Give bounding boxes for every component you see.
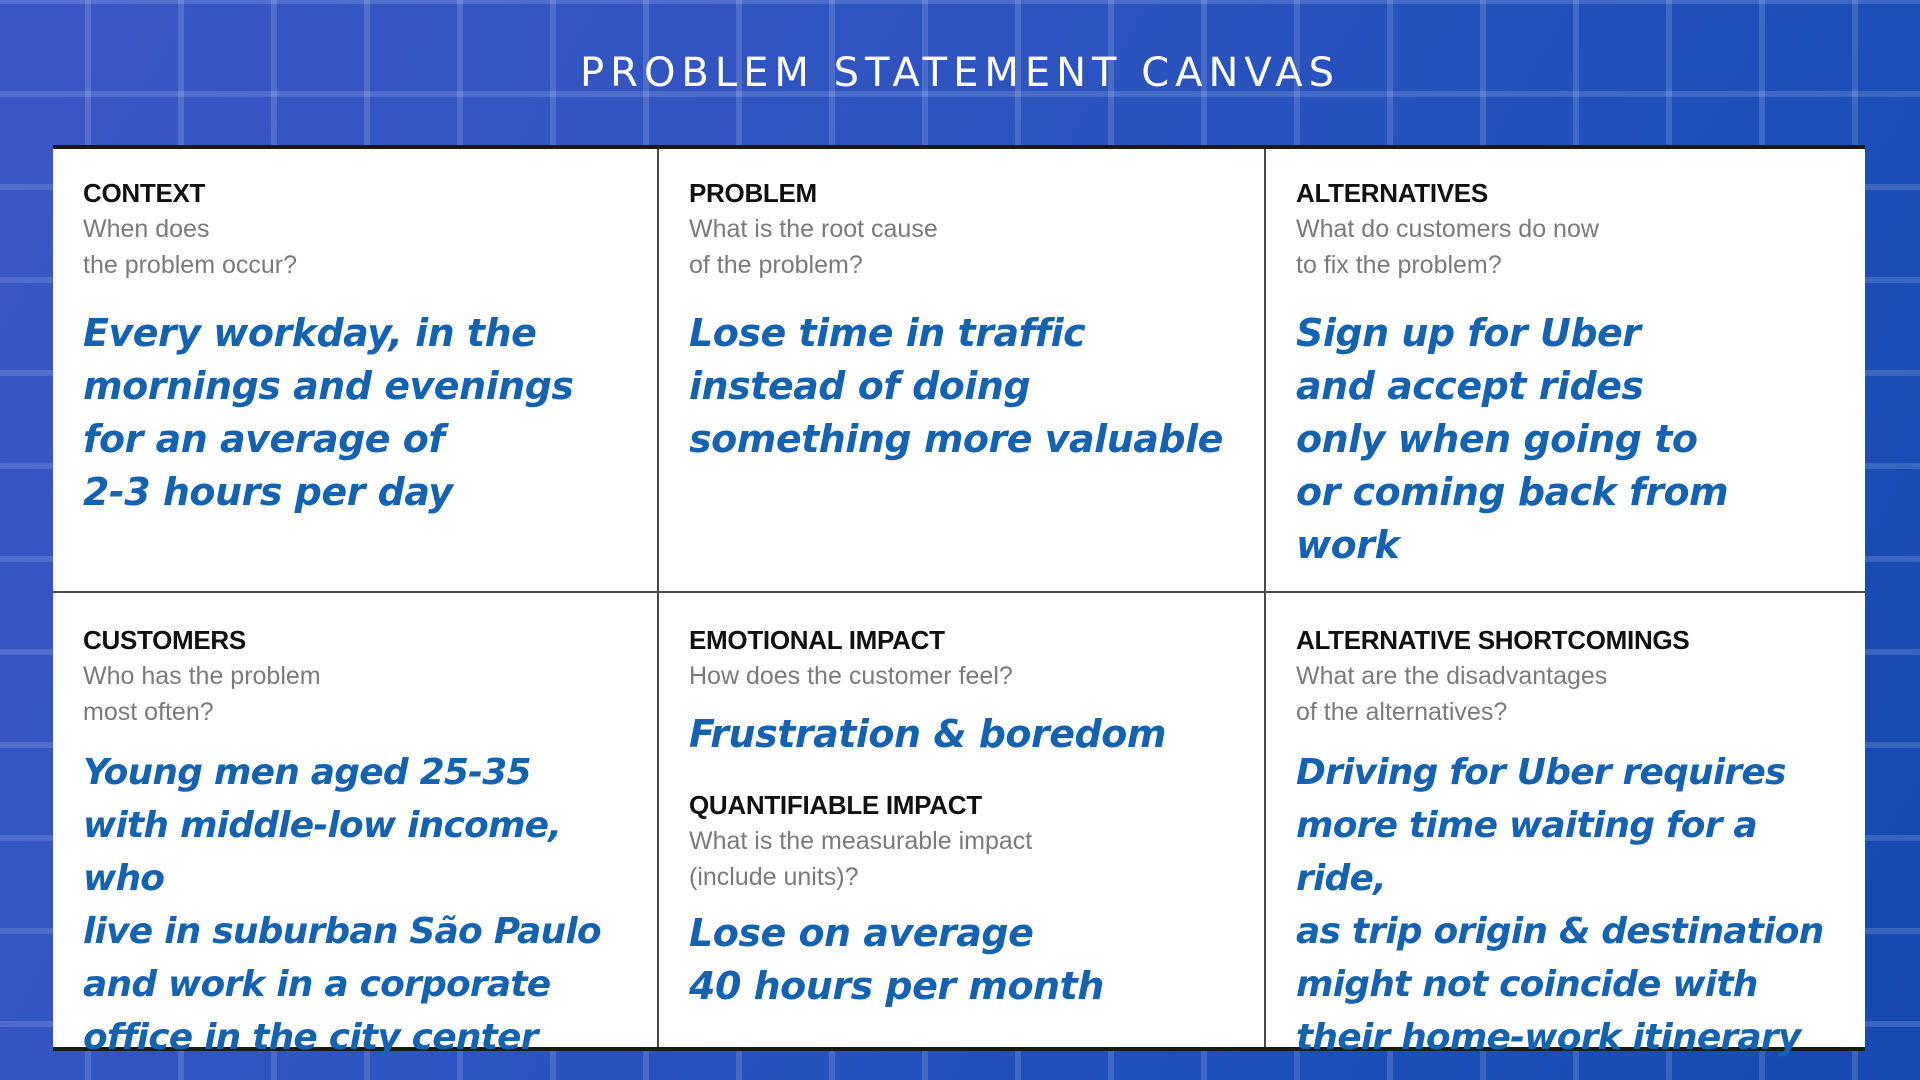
problem-answer: Lose time in traffic instead of doing something more valuable <box>689 311 1223 461</box>
alternative-shortcomings-question: What are the disadvantages of the alternatives? <box>1296 662 1608 726</box>
context-question: When does the problem occur? <box>83 215 298 279</box>
alternatives-section <box>1266 177 1865 572</box>
problem-statement-canvas <box>53 145 1865 1058</box>
context-heading: CONTEXT <box>83 178 206 208</box>
row-divider <box>53 591 1865 593</box>
problem-heading: PROBLEM <box>689 178 817 208</box>
context-section <box>53 177 657 519</box>
alternative-shortcomings-heading: ALTERNATIVE SHORTCOMINGS <box>1296 625 1690 655</box>
alternatives-question: What do customers do now to fix the problem? <box>1296 215 1599 279</box>
page-title: PROBLEM STATEMENT CANVAS <box>580 50 1340 96</box>
customers-heading: CUSTOMERS <box>83 625 246 655</box>
emotional-impact-heading: EMOTIONAL IMPACT <box>689 625 945 655</box>
emotional-impact-answer: Frustration & boredom <box>689 712 1166 756</box>
customers-question: Who has the problem most often? <box>83 662 321 726</box>
alternative-shortcomings-section <box>1266 624 1865 1064</box>
impact-section <box>659 624 1264 1013</box>
emotional-impact-question: How does the customer feel? <box>689 662 1013 690</box>
customers-answer: Young men aged 25-35 with middle-low income, who live in suburban São Paulo and work in a corporate office in the city center <box>83 752 601 1058</box>
quantifiable-impact-answer: Lose on average 40 hours per month <box>689 911 1104 1008</box>
customers-section <box>53 624 657 1064</box>
alternatives-answer: Sign up for Uber and accept rides only when going to or coming back from work <box>1296 311 1729 567</box>
problem-question: What is the root cause of the problem? <box>689 215 938 279</box>
quantifiable-impact-heading: QUANTIFIABLE IMPACT <box>689 790 982 820</box>
alternatives-heading: ALTERNATIVES <box>1296 178 1488 208</box>
alternative-shortcomings-answer: Driving for Uber requires more time waiting for a ride, as trip origin & destination might not coincide with their home-work itinerary <box>1296 752 1824 1058</box>
quantifiable-impact-question: What is the measurable impact (include units)? <box>689 827 1033 891</box>
problem-section <box>659 177 1264 466</box>
context-answer: Every workday, in the mornings and evenings for an average of 2-3 hours per day <box>83 311 574 514</box>
